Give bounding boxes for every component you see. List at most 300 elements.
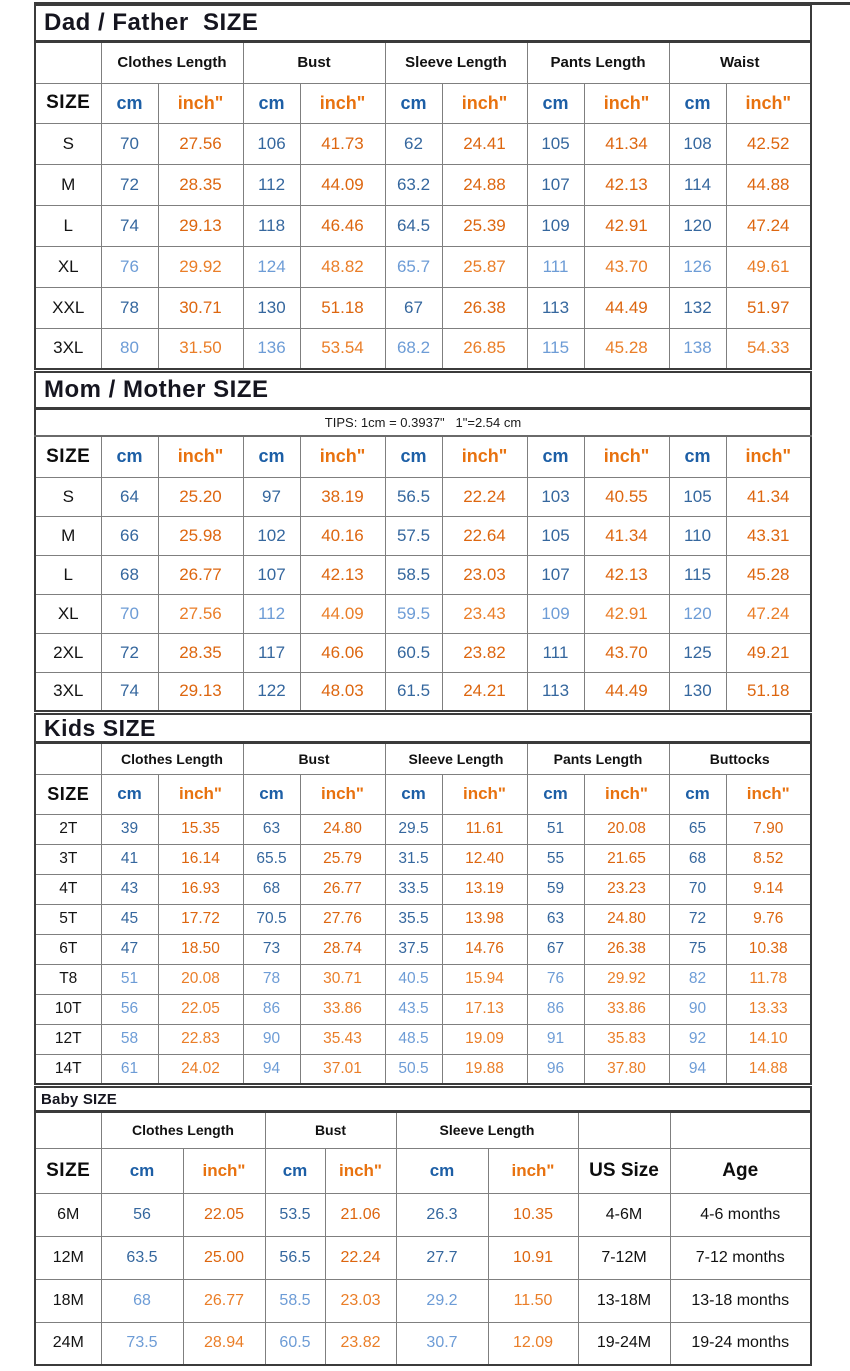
table-row-3XL [35,672,811,711]
cm-value-cell: 80 [101,328,158,369]
inch-value-cell: 12.40 [442,844,527,874]
cm-value-cell: 90 [243,1024,300,1054]
cm-value-cell: 78 [243,964,300,994]
age-value-cell: 7-12 months [670,1236,811,1279]
cm-value-cell: 117 [243,633,300,672]
cm-value-cell: 125 [669,633,726,672]
inch-value-cell: 30.71 [300,964,385,994]
kids-size-table [34,742,812,1085]
inch-value-cell: 26.77 [300,874,385,904]
cm-value-cell: 63.2 [385,164,442,205]
cm-value-cell: 31.5 [385,844,442,874]
inch-value-cell: 49.21 [726,633,811,672]
dad-size-table [34,41,812,370]
inch-value-cell: 41.34 [584,516,669,555]
cm-value-cell: 58.5 [385,555,442,594]
cm-value-cell: 47 [101,934,158,964]
inch-value-cell: 44.09 [300,594,385,633]
cm-value-cell: 68 [101,555,158,594]
cm-value-cell: 65 [669,814,726,844]
cm-value-cell: 105 [527,516,584,555]
cm-value-cell: 41 [101,844,158,874]
cm-value-cell: 72 [669,904,726,934]
cm-value-cell: 45 [101,904,158,934]
cm-value-cell: 62 [385,123,442,164]
table-row-L [35,555,811,594]
inch-value-cell: 43.70 [584,246,669,287]
cm-value-cell: 110 [669,516,726,555]
cm-value-cell: 66 [101,516,158,555]
inch-value-cell: 41.34 [584,123,669,164]
column-group-header: Sleeve Length [385,42,527,83]
cm-value-cell: 82 [669,964,726,994]
table-row-2XL [35,633,811,672]
cm-value-cell: 35.5 [385,904,442,934]
inch-value-cell: 26.77 [183,1279,265,1322]
cm-value-cell: 86 [243,994,300,1024]
inch-value-cell: 22.05 [183,1193,265,1236]
cm-value-cell: 48.5 [385,1024,442,1054]
unit-header-cm: cm [101,83,158,123]
inch-value-cell: 49.61 [726,246,811,287]
size-label-cell: L [35,205,101,246]
cm-value-cell: 111 [527,633,584,672]
empty-header-cell [670,1112,811,1148]
cm-value-cell: 118 [243,205,300,246]
size-label-cell: 3XL [35,672,101,711]
inch-value-cell: 33.86 [300,994,385,1024]
inch-value-cell: 14.10 [726,1024,811,1054]
empty-header-cell [578,1112,670,1148]
cm-value-cell: 105 [669,477,726,516]
unit-header-inch: inch" [300,83,385,123]
inch-value-cell: 42.52 [726,123,811,164]
cm-value-cell: 112 [243,594,300,633]
table-row-M [35,516,811,555]
cm-value-cell: 56.5 [265,1236,325,1279]
cm-value-cell: 136 [243,328,300,369]
size-column-header: SIZE [35,1148,101,1193]
size-label-cell: 18M [35,1279,101,1322]
cm-value-cell: 60.5 [265,1322,325,1365]
column-group-header: Bust [243,42,385,83]
inch-value-cell: 42.91 [584,594,669,633]
inch-value-cell: 15.35 [158,814,243,844]
unit-header-inch: inch" [584,83,669,123]
conversion-tips-text: TIPS: 1cm = 0.3937" 1"=2.54 cm [35,409,811,436]
inch-value-cell: 25.98 [158,516,243,555]
inch-value-cell: 13.19 [442,874,527,904]
inch-value-cell: 16.93 [158,874,243,904]
size-column-header: SIZE [35,774,101,814]
unit-header-cm: cm [527,774,584,814]
cm-value-cell: 94 [669,1054,726,1084]
inch-value-cell: 19.09 [442,1024,527,1054]
baby-table-title: Baby SIZE [34,1086,812,1112]
cm-value-cell: 76 [101,246,158,287]
section-mom-size [34,371,812,712]
table-row-12T [35,1024,811,1054]
inch-value-cell: 11.78 [726,964,811,994]
table-row-XL [35,594,811,633]
unit-header-inch: inch" [158,83,243,123]
inch-value-cell: 22.24 [325,1236,396,1279]
unit-header-cm: cm [527,83,584,123]
cm-value-cell: 51 [527,814,584,844]
cm-value-cell: 74 [101,205,158,246]
inch-value-cell: 46.06 [300,633,385,672]
unit-header-cm: cm [101,1148,183,1193]
column-group-header: Clothes Length [101,743,243,774]
column-group-header: Clothes Length [101,1112,265,1148]
unit-header-inch: inch" [300,436,385,477]
cm-value-cell: 70 [669,874,726,904]
inch-value-cell: 23.03 [325,1279,396,1322]
inch-value-cell: 21.06 [325,1193,396,1236]
empty-corner-cell [35,743,101,774]
inch-value-cell: 14.88 [726,1054,811,1084]
size-label-cell: 2T [35,814,101,844]
cm-value-cell: 59 [527,874,584,904]
unit-header-inch: inch" [726,774,811,814]
column-group-header: Bust [243,743,385,774]
cm-value-cell: 90 [669,994,726,1024]
unit-header-inch: inch" [158,436,243,477]
cm-value-cell: 67 [527,934,584,964]
size-label-cell: 6M [35,1193,101,1236]
column-group-header-row [35,42,811,83]
inch-value-cell: 42.91 [584,205,669,246]
inch-value-cell: 9.76 [726,904,811,934]
inch-value-cell: 10.91 [488,1236,578,1279]
empty-corner-cell [35,42,101,83]
cm-value-cell: 96 [527,1054,584,1084]
inch-value-cell: 23.23 [584,874,669,904]
cm-value-cell: 68.2 [385,328,442,369]
inch-value-cell: 23.82 [442,633,527,672]
cm-value-cell: 107 [243,555,300,594]
unit-header-inch: inch" [442,436,527,477]
inch-value-cell: 13.98 [442,904,527,934]
table-row-24M [35,1322,811,1365]
cm-value-cell: 103 [527,477,584,516]
cm-value-cell: 109 [527,594,584,633]
size-label-cell: 3T [35,844,101,874]
size-label-cell: 5T [35,904,101,934]
inch-value-cell: 51.18 [726,672,811,711]
cm-value-cell: 130 [243,287,300,328]
cm-value-cell: 91 [527,1024,584,1054]
inch-value-cell: 45.28 [584,328,669,369]
cm-value-cell: 97 [243,477,300,516]
inch-value-cell: 44.49 [584,672,669,711]
cm-value-cell: 29.2 [396,1279,488,1322]
cm-value-cell: 50.5 [385,1054,442,1084]
cm-value-cell: 132 [669,287,726,328]
unit-header-inch: inch" [584,436,669,477]
column-group-header-row [35,1112,811,1148]
table-row-14T [35,1054,811,1084]
inch-value-cell: 28.35 [158,164,243,205]
inch-value-cell: 27.56 [158,594,243,633]
inch-value-cell: 25.39 [442,205,527,246]
inch-value-cell: 41.73 [300,123,385,164]
cm-value-cell: 58.5 [265,1279,325,1322]
column-group-header: Bust [265,1112,396,1148]
unit-header-inch: inch" [442,83,527,123]
cm-value-cell: 130 [669,672,726,711]
cm-value-cell: 65.5 [243,844,300,874]
inch-value-cell: 35.83 [584,1024,669,1054]
cm-value-cell: 70 [101,123,158,164]
cm-value-cell: 68 [243,874,300,904]
age-value-cell: 13-18 months [670,1279,811,1322]
unit-header-row [35,83,811,123]
unit-header-row [35,1148,811,1193]
cm-value-cell: 56 [101,1193,183,1236]
cm-value-cell: 105 [527,123,584,164]
inch-value-cell: 24.41 [442,123,527,164]
unit-header-inch: inch" [726,83,811,123]
inch-value-cell: 11.61 [442,814,527,844]
cm-value-cell: 39 [101,814,158,844]
cm-value-cell: 43.5 [385,994,442,1024]
cm-value-cell: 63.5 [101,1236,183,1279]
cm-value-cell: 92 [669,1024,726,1054]
inch-value-cell: 40.55 [584,477,669,516]
unit-header-cm: cm [385,774,442,814]
age-value-cell: 19-24 months [670,1322,811,1365]
size-label-cell: 4T [35,874,101,904]
cm-value-cell: 61.5 [385,672,442,711]
column-group-header: Clothes Length [101,42,243,83]
unit-header-inch: inch" [300,774,385,814]
table-row-3T [35,844,811,874]
unit-header-inch: inch" [442,774,527,814]
cm-value-cell: 115 [669,555,726,594]
cm-value-cell: 67 [385,287,442,328]
cm-value-cell: 64.5 [385,205,442,246]
cm-value-cell: 120 [669,594,726,633]
unit-header-cm: cm [101,774,158,814]
cm-value-cell: 33.5 [385,874,442,904]
inch-value-cell: 21.65 [584,844,669,874]
size-label-cell: 24M [35,1322,101,1365]
cm-value-cell: 30.7 [396,1322,488,1365]
unit-header-inch: inch" [488,1148,578,1193]
cm-value-cell: 86 [527,994,584,1024]
us-size-value-cell: 4-6M [578,1193,670,1236]
unit-header-cm: cm [669,83,726,123]
cm-value-cell: 107 [527,164,584,205]
inch-value-cell: 43.70 [584,633,669,672]
cm-value-cell: 78 [101,287,158,328]
table-row-2T [35,814,811,844]
inch-value-cell: 20.08 [158,964,243,994]
column-group-header: Sleeve Length [396,1112,578,1148]
us-size-column-header: US Size [578,1148,670,1193]
size-label-cell: 2XL [35,633,101,672]
inch-value-cell: 26.38 [442,287,527,328]
unit-header-cm: cm [243,83,300,123]
inch-value-cell: 48.82 [300,246,385,287]
cm-value-cell: 59.5 [385,594,442,633]
cm-value-cell: 106 [243,123,300,164]
inch-value-cell: 29.92 [158,246,243,287]
table-row-T8 [35,964,811,994]
cm-value-cell: 73.5 [101,1322,183,1365]
size-label-cell: 10T [35,994,101,1024]
inch-value-cell: 27.76 [300,904,385,934]
cm-value-cell: 53.5 [265,1193,325,1236]
inch-value-cell: 37.80 [584,1054,669,1084]
inch-value-cell: 20.08 [584,814,669,844]
cm-value-cell: 73 [243,934,300,964]
table-row-5T [35,904,811,934]
inch-value-cell: 31.50 [158,328,243,369]
cm-value-cell: 108 [669,123,726,164]
inch-value-cell: 29.92 [584,964,669,994]
inch-value-cell: 44.49 [584,287,669,328]
inch-value-cell: 24.80 [300,814,385,844]
cm-value-cell: 120 [669,205,726,246]
unit-header-cm: cm [527,436,584,477]
inch-value-cell: 22.05 [158,994,243,1024]
unit-header-cm: cm [396,1148,488,1193]
unit-header-inch: inch" [584,774,669,814]
cm-value-cell: 61 [101,1054,158,1084]
table-row-M [35,164,811,205]
section-kids-size [34,713,812,1085]
cm-value-cell: 43 [101,874,158,904]
unit-header-inch: inch" [183,1148,265,1193]
cm-value-cell: 29.5 [385,814,442,844]
cm-value-cell: 37.5 [385,934,442,964]
inch-value-cell: 7.90 [726,814,811,844]
inch-value-cell: 18.50 [158,934,243,964]
inch-value-cell: 19.88 [442,1054,527,1084]
inch-value-cell: 13.33 [726,994,811,1024]
cm-value-cell: 56 [101,994,158,1024]
cm-value-cell: 40.5 [385,964,442,994]
cm-value-cell: 94 [243,1054,300,1084]
us-size-value-cell: 19-24M [578,1322,670,1365]
size-column-header: SIZE [35,436,101,477]
unit-header-row [35,436,811,477]
cm-value-cell: 115 [527,328,584,369]
inch-value-cell: 28.35 [158,633,243,672]
cm-value-cell: 55 [527,844,584,874]
inch-value-cell: 26.85 [442,328,527,369]
size-column-header: SIZE [35,83,101,123]
size-label-cell: 12M [35,1236,101,1279]
table-row-10T [35,994,811,1024]
size-label-cell: XL [35,594,101,633]
inch-value-cell: 24.02 [158,1054,243,1084]
inch-value-cell: 15.94 [442,964,527,994]
cm-value-cell: 124 [243,246,300,287]
kids-table-title: Kids SIZE [34,713,812,743]
conversion-tips-row [35,409,811,436]
inch-value-cell: 24.80 [584,904,669,934]
cm-value-cell: 68 [669,844,726,874]
column-group-header-row [35,743,811,774]
inch-value-cell: 8.52 [726,844,811,874]
cm-value-cell: 122 [243,672,300,711]
unit-header-inch: inch" [325,1148,396,1193]
inch-value-cell: 33.86 [584,994,669,1024]
table-row-S [35,123,811,164]
unit-header-cm: cm [669,774,726,814]
table-row-6M [35,1193,811,1236]
age-value-cell: 4-6 months [670,1193,811,1236]
cm-value-cell: 63 [243,814,300,844]
inch-value-cell: 44.88 [726,164,811,205]
table-row-12M [35,1236,811,1279]
inch-value-cell: 11.50 [488,1279,578,1322]
cm-value-cell: 57.5 [385,516,442,555]
inch-value-cell: 12.09 [488,1322,578,1365]
inch-value-cell: 14.76 [442,934,527,964]
inch-value-cell: 29.13 [158,205,243,246]
mom-size-table [34,408,812,712]
cm-value-cell: 58 [101,1024,158,1054]
column-group-header: Sleeve Length [385,743,527,774]
baby-size-table [34,1111,812,1366]
cm-value-cell: 109 [527,205,584,246]
inch-value-cell: 37.01 [300,1054,385,1084]
inch-value-cell: 44.09 [300,164,385,205]
size-label-cell: XXL [35,287,101,328]
section-baby-size [34,1086,812,1366]
unit-header-row [35,774,811,814]
inch-value-cell: 25.79 [300,844,385,874]
inch-value-cell: 10.38 [726,934,811,964]
size-label-cell: 6T [35,934,101,964]
inch-value-cell: 40.16 [300,516,385,555]
cm-value-cell: 111 [527,246,584,287]
table-row-S [35,477,811,516]
inch-value-cell: 24.88 [442,164,527,205]
cm-value-cell: 138 [669,328,726,369]
unit-header-cm: cm [265,1148,325,1193]
inch-value-cell: 17.72 [158,904,243,934]
column-group-header: Pants Length [527,42,669,83]
inch-value-cell: 24.21 [442,672,527,711]
cm-value-cell: 27.7 [396,1236,488,1279]
size-label-cell: 3XL [35,328,101,369]
size-label-cell: 12T [35,1024,101,1054]
cm-value-cell: 126 [669,246,726,287]
inch-value-cell: 47.24 [726,205,811,246]
inch-value-cell: 42.13 [300,555,385,594]
cm-value-cell: 51 [101,964,158,994]
inch-value-cell: 25.00 [183,1236,265,1279]
size-label-cell: L [35,555,101,594]
cm-value-cell: 65.7 [385,246,442,287]
size-label-cell: M [35,516,101,555]
size-label-cell: XL [35,246,101,287]
dad-table-title: Dad / Father SIZE [34,4,812,42]
size-chart-page [34,4,812,1367]
inch-value-cell: 28.74 [300,934,385,964]
cm-value-cell: 64 [101,477,158,516]
size-label-cell: S [35,123,101,164]
inch-value-cell: 47.24 [726,594,811,633]
inch-value-cell: 38.19 [300,477,385,516]
inch-value-cell: 42.13 [584,164,669,205]
cm-value-cell: 74 [101,672,158,711]
